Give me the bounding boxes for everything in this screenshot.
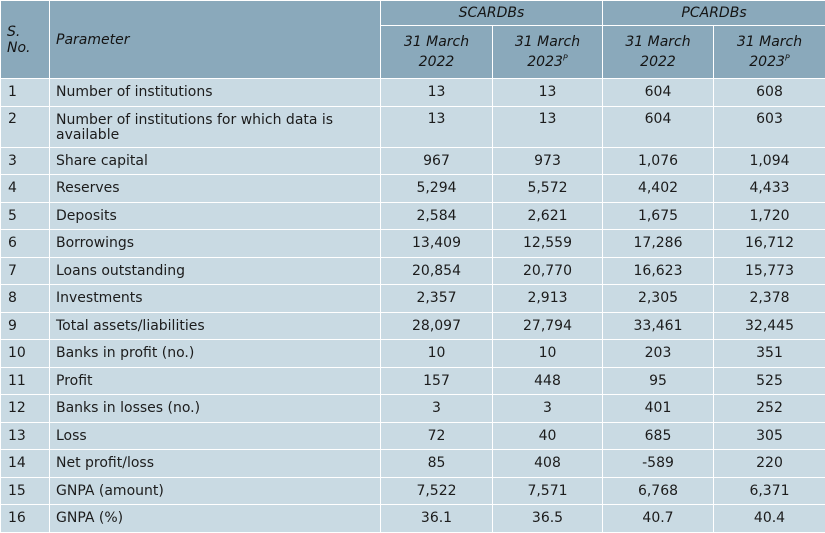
row-sno: 15	[1, 477, 50, 505]
row-parameter: Loans outstanding	[50, 257, 381, 285]
row-pcardbs-2022: 401	[603, 395, 714, 423]
row-parameter: Banks in profit (no.)	[50, 340, 381, 368]
row-scardbs-2023: 10	[493, 340, 603, 368]
row-scardbs-2023: 13	[493, 79, 603, 107]
row-parameter: GNPA (amount)	[50, 477, 381, 505]
header-date-col1-line2: 2022	[419, 54, 455, 70]
row-pcardbs-2023: 608	[714, 79, 825, 107]
row-pcardbs-2023: 351	[714, 340, 825, 368]
row-sno: 11	[1, 367, 50, 395]
table-row	[1, 285, 825, 313]
header-parameter: Parameter	[50, 1, 381, 79]
header-date-col3	[603, 26, 714, 79]
row-scardbs-2022: 10	[381, 340, 493, 368]
row-scardbs-2023: 40	[493, 422, 603, 450]
row-scardbs-2023: 2,913	[493, 285, 603, 313]
table-row	[1, 230, 825, 258]
header-date-col2-provisional-mark: P	[563, 53, 568, 62]
header-date-col4-line1: 31 March	[737, 34, 802, 50]
table-body	[1, 79, 825, 533]
row-scardbs-2022: 13,409	[381, 230, 493, 258]
row-sno: 9	[1, 312, 50, 340]
table-row	[1, 79, 825, 107]
row-parameter: Investments	[50, 285, 381, 313]
row-sno: 2	[1, 106, 50, 147]
row-parameter: Banks in losses (no.)	[50, 395, 381, 423]
row-parameter: Number of institutions	[50, 79, 381, 107]
row-pcardbs-2022: 33,461	[603, 312, 714, 340]
header-group-scardbs: SCARDBs	[381, 1, 603, 26]
row-scardbs-2022: 2,584	[381, 202, 493, 230]
row-sno: 7	[1, 257, 50, 285]
row-pcardbs-2022: 17,286	[603, 230, 714, 258]
table-row	[1, 257, 825, 285]
table-row	[1, 202, 825, 230]
row-scardbs-2023: 408	[493, 450, 603, 478]
row-pcardbs-2022: 16,623	[603, 257, 714, 285]
row-pcardbs-2023: 603	[714, 106, 825, 147]
row-pcardbs-2023: 1,094	[714, 147, 825, 175]
row-pcardbs-2023: 4,433	[714, 175, 825, 203]
row-scardbs-2023: 3	[493, 395, 603, 423]
header-date-col4	[714, 26, 825, 79]
row-sno: 6	[1, 230, 50, 258]
row-parameter: Net profit/loss	[50, 450, 381, 478]
row-scardbs-2022: 7,522	[381, 477, 493, 505]
table-row	[1, 450, 825, 478]
row-pcardbs-2022: 685	[603, 422, 714, 450]
row-pcardbs-2023: 252	[714, 395, 825, 423]
row-pcardbs-2022: 604	[603, 79, 714, 107]
row-sno: 4	[1, 175, 50, 203]
row-sno: 13	[1, 422, 50, 450]
row-pcardbs-2023: 32,445	[714, 312, 825, 340]
row-sno: 10	[1, 340, 50, 368]
row-scardbs-2022: 28,097	[381, 312, 493, 340]
row-parameter: Profit	[50, 367, 381, 395]
row-parameter: Reserves	[50, 175, 381, 203]
row-scardbs-2022: 967	[381, 147, 493, 175]
row-pcardbs-2023: 220	[714, 450, 825, 478]
table-row	[1, 106, 825, 147]
row-parameter: Borrowings	[50, 230, 381, 258]
row-scardbs-2022: 5,294	[381, 175, 493, 203]
header-date-col2-line2: 2023	[527, 54, 563, 70]
table-row	[1, 477, 825, 505]
row-sno: 5	[1, 202, 50, 230]
row-scardbs-2022: 3	[381, 395, 493, 423]
row-pcardbs-2022: 95	[603, 367, 714, 395]
row-scardbs-2022: 13	[381, 106, 493, 147]
row-scardbs-2022: 2,357	[381, 285, 493, 313]
row-pcardbs-2023: 6,371	[714, 477, 825, 505]
row-pcardbs-2023: 525	[714, 367, 825, 395]
row-pcardbs-2023: 40.4	[714, 505, 825, 533]
row-scardbs-2022: 36.1	[381, 505, 493, 533]
table-row	[1, 340, 825, 368]
row-pcardbs-2022: 2,305	[603, 285, 714, 313]
row-scardbs-2022: 85	[381, 450, 493, 478]
header-date-col2-line1: 31 March	[515, 34, 580, 50]
row-pcardbs-2023: 1,720	[714, 202, 825, 230]
row-scardbs-2023: 13	[493, 106, 603, 147]
row-sno: 8	[1, 285, 50, 313]
row-scardbs-2023: 7,571	[493, 477, 603, 505]
row-scardbs-2022: 72	[381, 422, 493, 450]
header-date-col3-line1: 31 March	[625, 34, 690, 50]
row-sno: 3	[1, 147, 50, 175]
row-pcardbs-2022: 203	[603, 340, 714, 368]
header-date-col1	[381, 26, 493, 79]
row-parameter: Number of institutions for which data is available	[50, 106, 381, 147]
table-row	[1, 367, 825, 395]
row-parameter: Share capital	[50, 147, 381, 175]
row-sno: 14	[1, 450, 50, 478]
table-header	[1, 1, 825, 79]
row-sno: 12	[1, 395, 50, 423]
header-group-pcardbs: PCARDBs	[603, 1, 825, 26]
row-pcardbs-2022: -589	[603, 450, 714, 478]
header-date-col4-provisional-mark: P	[785, 53, 790, 62]
row-pcardbs-2023: 15,773	[714, 257, 825, 285]
row-pcardbs-2023: 16,712	[714, 230, 825, 258]
row-pcardbs-2023: 305	[714, 422, 825, 450]
header-date-col1-line1: 31 March	[404, 34, 469, 50]
row-scardbs-2023: 36.5	[493, 505, 603, 533]
row-parameter: Total assets/liabilities	[50, 312, 381, 340]
row-parameter: Deposits	[50, 202, 381, 230]
row-pcardbs-2023: 2,378	[714, 285, 825, 313]
row-pcardbs-2022: 4,402	[603, 175, 714, 203]
row-scardbs-2022: 157	[381, 367, 493, 395]
row-pcardbs-2022: 1,675	[603, 202, 714, 230]
row-parameter: Loss	[50, 422, 381, 450]
row-scardbs-2023: 20,770	[493, 257, 603, 285]
row-scardbs-2023: 27,794	[493, 312, 603, 340]
table-row	[1, 175, 825, 203]
row-scardbs-2023: 5,572	[493, 175, 603, 203]
row-scardbs-2022: 20,854	[381, 257, 493, 285]
row-scardbs-2022: 13	[381, 79, 493, 107]
row-sno: 1	[1, 79, 50, 107]
row-scardbs-2023: 2,621	[493, 202, 603, 230]
header-date-col3-line2: 2022	[640, 54, 676, 70]
row-scardbs-2023: 12,559	[493, 230, 603, 258]
header-date-col4-line2: 2023	[749, 54, 785, 70]
header-date-col2	[493, 26, 603, 79]
table-row	[1, 312, 825, 340]
row-sno: 16	[1, 505, 50, 533]
table-row	[1, 147, 825, 175]
row-parameter: GNPA (%)	[50, 505, 381, 533]
row-pcardbs-2022: 6,768	[603, 477, 714, 505]
table-row	[1, 505, 825, 533]
row-pcardbs-2022: 40.7	[603, 505, 714, 533]
row-scardbs-2023: 973	[493, 147, 603, 175]
table-row	[1, 395, 825, 423]
row-scardbs-2023: 448	[493, 367, 603, 395]
header-sno: S. No.	[1, 1, 50, 79]
row-pcardbs-2022: 1,076	[603, 147, 714, 175]
row-pcardbs-2022: 604	[603, 106, 714, 147]
table-row	[1, 422, 825, 450]
